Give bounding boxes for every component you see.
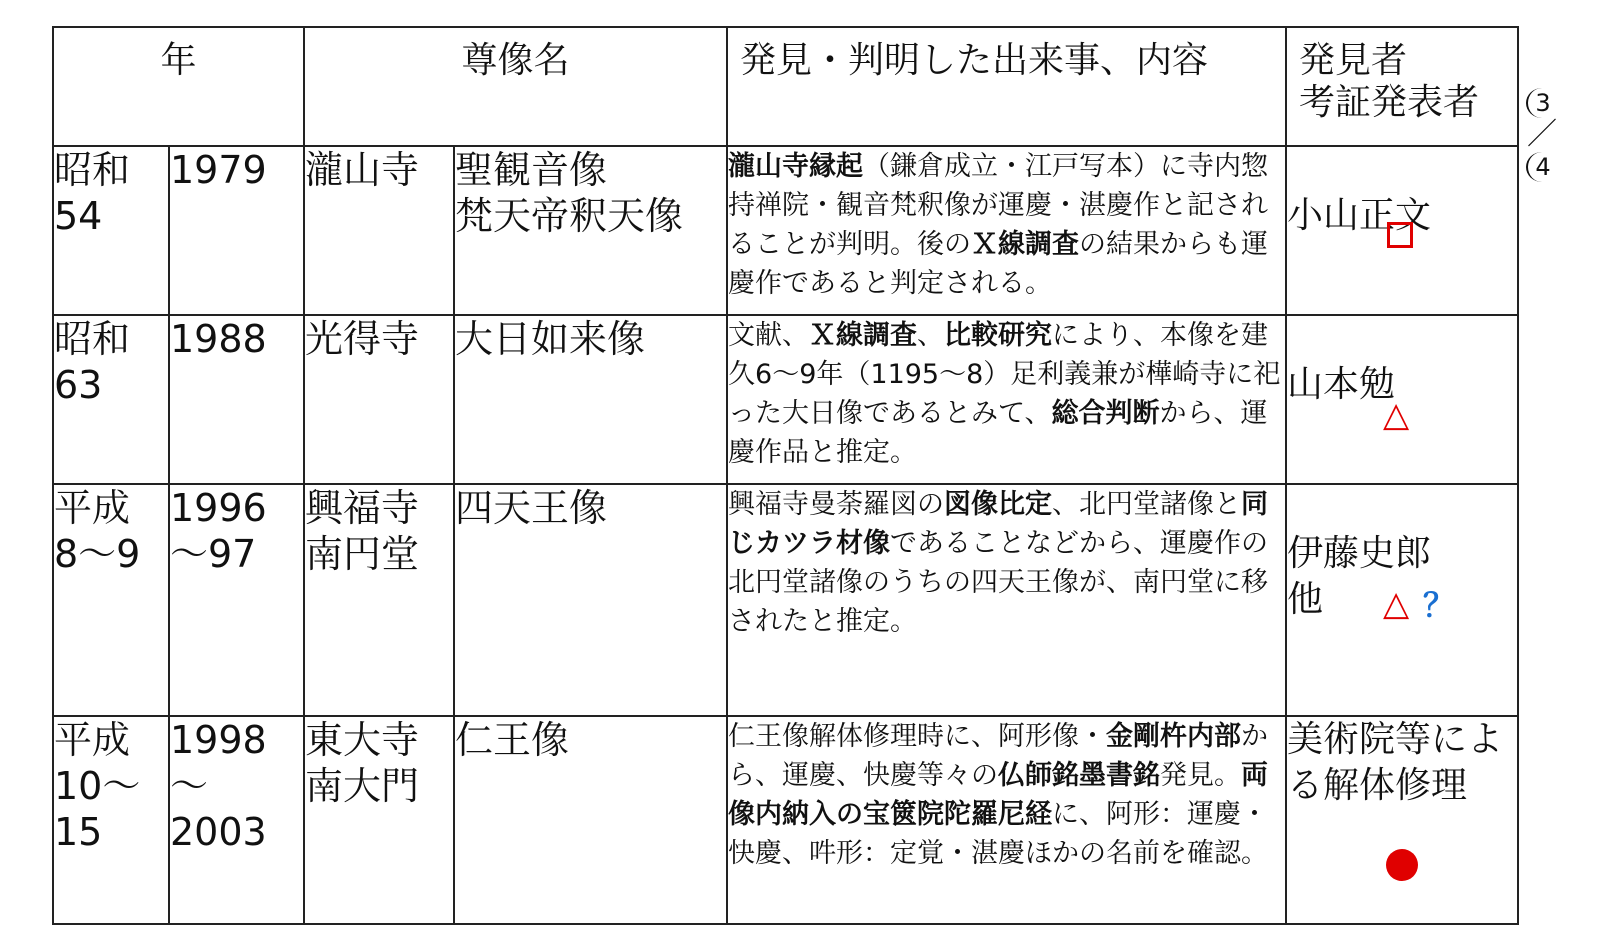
- table-row: [53, 716, 1518, 924]
- year-cell: 1988: [169, 315, 304, 484]
- header-year: 年: [53, 27, 304, 146]
- event-text: から、運慶、快慶等々の: [728, 721, 1269, 791]
- event-text: 、: [917, 320, 945, 351]
- event-text-bold: 瀧山寺縁起: [728, 151, 864, 182]
- discoverer-name: 伊藤史郎 他: [1287, 533, 1432, 620]
- event-text-bold: 同じカツラ材像: [728, 489, 1269, 559]
- event-text: 、北円堂諸像と: [1052, 489, 1242, 520]
- era-cell: 平成 10～ 15: [53, 716, 169, 924]
- event-cell: [727, 716, 1286, 924]
- event-text: 興福寺曼荼羅図の: [728, 489, 945, 520]
- era-cell: 平成 8～9: [53, 484, 169, 716]
- event-text: 発見。: [1160, 760, 1242, 791]
- discoverer-cell: [1286, 716, 1518, 924]
- event-text: 文献、: [728, 320, 810, 351]
- event-text-bold: 総合判断: [1051, 398, 1160, 429]
- event-text: 仁王像解体修理時に、阿形像・: [728, 721, 1107, 752]
- event-text-bold: 仏師銘墨書銘: [998, 760, 1161, 791]
- triangle-mark-icon: △: [1383, 584, 1410, 624]
- event-text: により、本像を建久6～9年（1195～8）足利義兼が樺崎寺に祀った大日像であるとみて、: [728, 320, 1281, 429]
- year-cell: 1996 ～97: [169, 484, 304, 716]
- discoverer-cell: [1286, 484, 1518, 716]
- event-text: から、運慶作品と推定。: [728, 398, 1268, 468]
- statue-cell: 聖観音像 梵天帝釈天像: [454, 146, 727, 315]
- event-text: （鎌倉成立・江戸写本）に寺内惣持禅院・観音梵釈像が運慶・湛慶作と記されることが判明。後の: [728, 151, 1269, 260]
- era-cell: 昭和 63: [53, 315, 169, 484]
- year-cell: 1998 ～ 2003: [169, 716, 304, 924]
- event-text-bold: 図像比定: [944, 489, 1053, 520]
- statue-cell: 大日如来像: [454, 315, 727, 484]
- question-mark-icon: ？: [1423, 586, 1456, 624]
- event-text-bold: 比較研究: [944, 320, 1053, 351]
- event-text: に、阿形：運慶・快慶、吽形：定覚・湛慶ほかの名前を確認。: [728, 799, 1269, 869]
- discoverer-name: 山本勉: [1287, 364, 1396, 405]
- event-text-bold: 金剛杵内部: [1106, 721, 1242, 752]
- temple-cell: 東大寺 南大門: [304, 716, 454, 924]
- square-mark-icon: [1387, 222, 1413, 248]
- event-text: であることなどから、運慶作の北円堂諸像のうちの四天王像が、南円堂に移されたと推定。: [728, 528, 1269, 637]
- event-cell: [727, 146, 1286, 315]
- temple-cell: 瀧山寺: [304, 146, 454, 315]
- event-cell: [727, 315, 1286, 484]
- discoverer-name: 美術院等による解体修理: [1287, 719, 1504, 806]
- era-cell: 昭和 54: [53, 146, 169, 315]
- temple-cell: 光得寺: [304, 315, 454, 484]
- page-total: 4: [1526, 152, 1558, 182]
- statue-cell: 四天王像: [454, 484, 727, 716]
- discovery-table: [52, 26, 1519, 925]
- year-cell: 1979: [169, 146, 304, 315]
- temple-cell: 興福寺 南円堂: [304, 484, 454, 716]
- event-text: の結果からも運慶作であると判定される。: [728, 229, 1269, 299]
- filled-circle-mark-icon: [1386, 849, 1418, 881]
- event-cell: [727, 484, 1286, 716]
- page-current: 3: [1526, 88, 1558, 118]
- discoverer-cell: [1286, 315, 1518, 484]
- header-event: 発見・判明した出来事、内容: [727, 27, 1286, 146]
- discoverer-name: 小山正文: [1287, 195, 1432, 236]
- discoverer-cell: [1286, 146, 1518, 315]
- statue-cell: 仁王像: [454, 716, 727, 924]
- table-row: [53, 484, 1518, 716]
- event-text-bold: Ｘ線調査: [809, 320, 918, 351]
- page-separator: ／: [1527, 117, 1557, 152]
- header-statue-name: 尊像名: [304, 27, 727, 146]
- table-row: [53, 315, 1518, 484]
- event-text-bold: 両像内納入の宝篋院陀羅尼経: [728, 760, 1269, 830]
- triangle-mark-icon: △: [1383, 395, 1410, 435]
- header-discoverer: 発見者 考証発表者: [1286, 27, 1518, 146]
- page-indicator: [1522, 88, 1562, 182]
- header-row: [53, 27, 1518, 146]
- event-text-bold: Ｘ線調査: [971, 229, 1080, 260]
- table-row: [53, 146, 1518, 315]
